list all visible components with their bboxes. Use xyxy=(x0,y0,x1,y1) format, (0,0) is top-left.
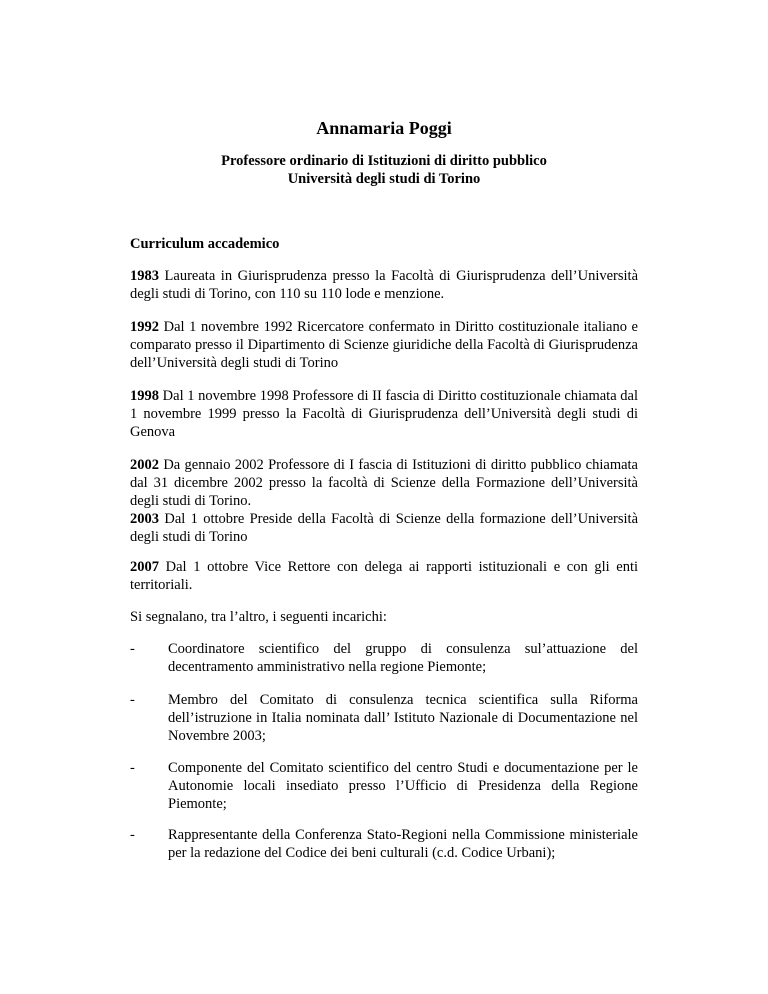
author-institution: Università degli studi di Torino xyxy=(287,171,481,187)
cv-entry xyxy=(130,456,638,510)
list-item-text: Rappresentante della Conferenza Stato-Regioni nella Commissione ministeriale per la redazione del Codice dei beni culturali (c.d. Codice Urbani); xyxy=(168,827,638,861)
author-affiliation xyxy=(0,152,768,188)
entry-year: 2003 xyxy=(130,511,159,527)
entry-text: Laureata in Giurisprudenza presso la Facoltà di Giurisprudenza dell’Università degli studi di Torino, con 110 su 110 lode e menzione. xyxy=(130,268,639,302)
entry-text: Da gennaio 2002 Professore di I fascia di Istituzioni di diritto pubblico chiamata dal 31 dicembre 2002 presso la facoltà di Scienze della Formazione dell’Università degli studi di Torino. xyxy=(130,457,638,509)
entry-text: Dal 1 ottobre Preside della Facoltà di Scienze della formazione dell’Università degli studi di Torino xyxy=(130,511,639,545)
list-item xyxy=(130,759,638,813)
section-heading: Curriculum accademico xyxy=(130,236,280,252)
entry-year: 2007 xyxy=(130,559,159,575)
entry-year: 2002 xyxy=(130,457,159,473)
list-item xyxy=(130,640,638,676)
list-item-text: Componente del Comitato scientifico del centro Studi e documentazione per le Autonomie locali insediato presso l’Ufficio di Presidenza della Regione Piemonte; xyxy=(168,760,638,812)
bullet-marker: - xyxy=(130,692,135,708)
list-item xyxy=(130,691,638,745)
bullet-marker: - xyxy=(130,827,135,843)
author-name: Annamaria Poggi xyxy=(316,118,452,138)
incarichi-intro: Si segnalano, tra l’altro, i seguenti incarichi: xyxy=(130,609,387,625)
entry-text: Dal 1 novembre 1998 Professore di II fascia di Diritto costituzionale chiamata dal 1 novembre 1999 presso la Facoltà di Giurisprudenza dell’Università degli studi di Genova xyxy=(130,388,639,440)
entry-year: 1998 xyxy=(130,388,159,404)
cv-entry xyxy=(130,387,638,441)
cv-entry xyxy=(130,558,638,594)
list-item-text: Membro del Comitato di consulenza tecnica scientifica sulla Riforma dell’istruzione in Italia nominata dall’ Istituto Nazionale di Documentazione nel Novembre 2003; xyxy=(168,692,638,744)
entry-text: Dal 1 ottobre Vice Rettore con delega ai rapporti istituzionali e con gli enti territoriali. xyxy=(130,559,639,593)
cv-entry xyxy=(130,510,638,546)
cv-entry xyxy=(130,267,638,303)
entry-text: Dal 1 novembre 1992 Ricercatore confermato in Diritto costituzionale italiano e comparato presso il Dipartimento di Scienze giuridiche della Facoltà di Giurisprudenza dell’Università degli studi di Torino xyxy=(130,319,638,371)
entry-year: 1992 xyxy=(130,319,159,335)
bullet-marker: - xyxy=(130,641,135,657)
cv-entry xyxy=(130,318,638,372)
author-role: Professore ordinario di Istituzioni di diritto pubblico xyxy=(221,153,547,169)
list-item xyxy=(130,826,638,862)
bullet-marker: - xyxy=(130,760,135,776)
list-item-text: Coordinatore scientifico del gruppo di consulenza sul’attuazione del decentramento amministrativo nella regione Piemonte; xyxy=(168,641,638,675)
entry-year: 1983 xyxy=(130,268,159,284)
